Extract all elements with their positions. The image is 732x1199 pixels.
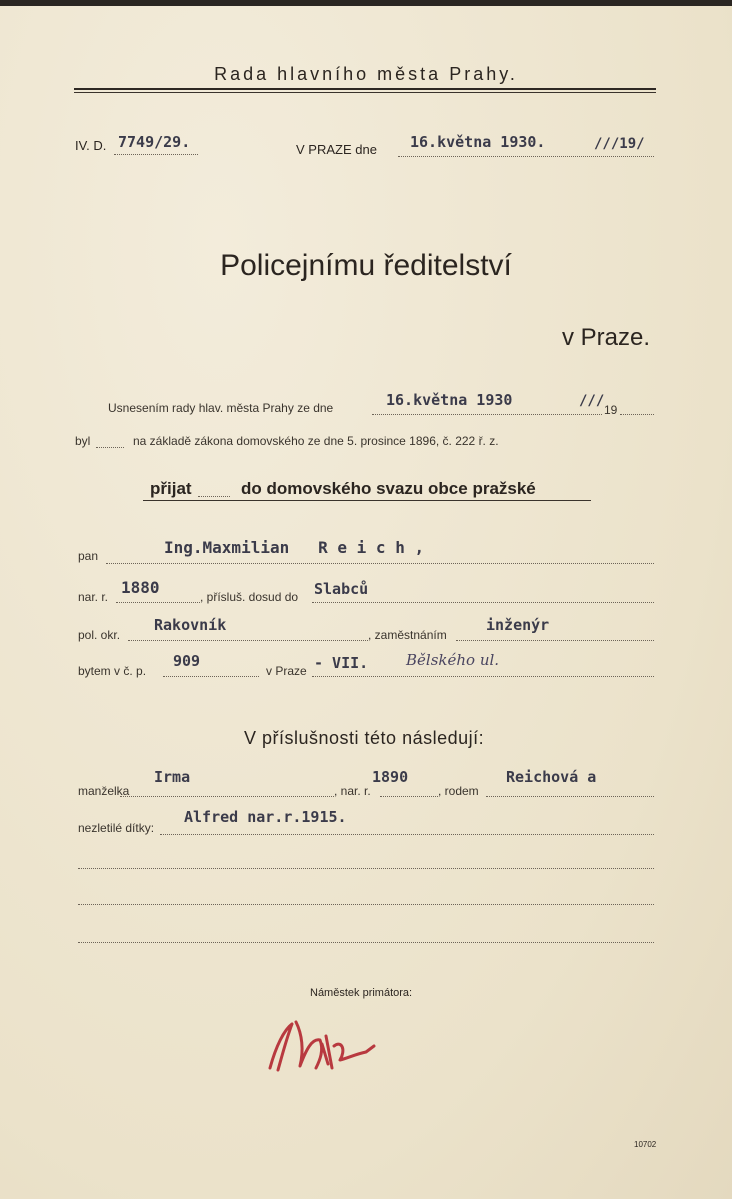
document-sheet [0, 6, 732, 1199]
okr-label: pol. okr. [78, 628, 121, 642]
wife-year-dots [380, 796, 438, 797]
form-number: 10702 [634, 1140, 657, 1149]
pan-label: pan [78, 549, 99, 563]
pan-dots [106, 563, 654, 564]
wife-maiden-dots [486, 796, 654, 797]
ref-year-mark: ///19/ [594, 136, 645, 152]
resolution-date: 16.května 1930 [386, 391, 513, 409]
wife-name-dots [120, 796, 334, 797]
wife-maiden: Reichová a [506, 768, 597, 786]
byt-label: bytem v č. p. [78, 664, 147, 678]
blank-line-1 [78, 868, 654, 869]
resolution-year-mark: /// [579, 393, 605, 409]
birth-year: 1880 [121, 578, 160, 597]
byl-dots [96, 447, 124, 448]
accepted-rule [143, 500, 591, 501]
occupation-dots [456, 640, 654, 641]
district-dots [128, 640, 368, 641]
signature-scribble [262, 1016, 382, 1076]
following-heading: V příslušnosti této následují: [244, 728, 485, 748]
place-label: V PRAZE dne [296, 142, 377, 157]
prislus-label: , přísluš. dosud do [200, 590, 299, 604]
occupation: inženýr [486, 616, 550, 634]
wife-name: Irma [154, 768, 191, 786]
ref-number-dots [114, 154, 198, 155]
children: Alfred nar.r.1915. [184, 808, 347, 826]
district: Rakovník [154, 616, 227, 634]
signature-label: Náměstek primátora: [310, 987, 413, 999]
council-header: Rada hlavního města Prahy. [214, 64, 518, 84]
praha-district: - VII. [314, 654, 369, 672]
birth-year-dots [116, 602, 200, 603]
person-name: Ing.Maxmilian R e i c h , [164, 538, 425, 557]
origin: Slabců [314, 580, 369, 598]
blank-line-3 [78, 942, 654, 943]
ref-number: 7749/29. [118, 133, 191, 151]
law-text: na základě zákona domovského ze dne 5. prosince 1896, č. 222 ř. z. [133, 434, 499, 448]
blank-line-2 [78, 904, 654, 905]
resolution-year-suffix: 19 [604, 403, 618, 417]
origin-dots [312, 602, 654, 603]
house-no-dots [163, 676, 259, 677]
ref-prefix: IV. D. [75, 138, 107, 153]
house-no: 909 [173, 652, 201, 670]
resolution-year-dots [620, 414, 654, 415]
resolution-date-dots [372, 414, 602, 415]
zamest-label: , zaměstnáním [368, 628, 447, 642]
wife-label: manželka [78, 784, 130, 798]
wife-nar-label: , nar. r. [334, 784, 371, 798]
nar-label: nar. r. [78, 590, 109, 604]
praha-dots [312, 676, 654, 677]
accepted-word: přijat [150, 479, 192, 498]
byl-label: byl [75, 434, 91, 448]
addressee-title: Policejnímu ředitelství [220, 249, 512, 282]
ref-date: 16.května 1930. [410, 133, 546, 151]
ref-date-dots [398, 156, 654, 157]
rodem-label: , rodem [438, 784, 479, 798]
praha-label: v Praze [266, 664, 307, 678]
resolution-label: Usnesením rady hlav. města Prahy ze dne [108, 401, 334, 415]
header-rule-bottom [74, 92, 656, 93]
addressee-city: v Praze. [562, 324, 651, 351]
header-rule-top [74, 88, 656, 90]
union-text: do domovského svazu obce pražské [241, 479, 536, 498]
children-label: nezletilé dítky: [78, 821, 155, 835]
children-dots [160, 834, 654, 835]
wife-year: 1890 [372, 768, 409, 786]
accepted-dots [198, 496, 230, 497]
street-handwritten: Bělského ul. [406, 651, 500, 669]
